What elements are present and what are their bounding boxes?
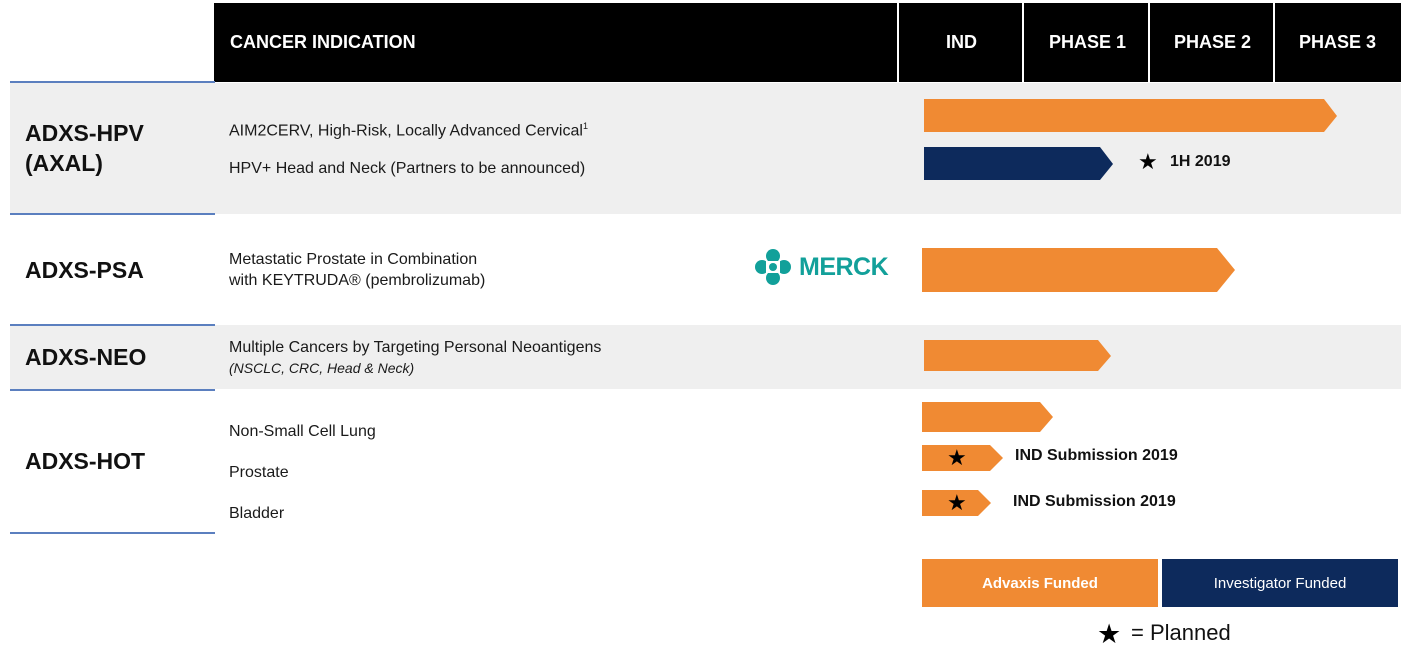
star-icon: ★ [1097,619,1122,649]
header-phase-2: PHASE 2 [1174,32,1252,52]
note-ind-submission-prostate: IND Submission 2019 [1015,447,1178,464]
star-icon: ★ [947,490,967,515]
row-divider [10,324,215,326]
header-divider [897,3,899,82]
indication-bladder: Bladder [229,505,285,522]
header-divider [1148,3,1150,82]
indication-nsclc: Non-Small Cell Lung [229,423,376,440]
note-ind-submission-bladder: IND Submission 2019 [1013,493,1176,510]
note-1h-2019: 1H 2019 [1170,153,1231,170]
row-divider [10,81,215,83]
row-band-neo [10,325,1401,389]
indication-head-neck: HPV+ Head and Neck (Partners to be announced) [229,160,586,177]
program-name-neo: ADXS-NEO [25,344,147,370]
progress-arrow-head-neck [924,147,1114,181]
program-name-psa: ADXS-PSA [25,257,144,283]
merck-logo-text: MERCK [799,253,889,281]
program-name-hot: ADXS-HOT [25,448,146,474]
progress-arrow-neoantigens [924,340,1112,372]
indication-prostate-keytruda: Metastatic Prostate in Combination with KEYTRUDA® (pembrolizumab) [229,251,486,289]
row-divider [10,389,215,391]
progress-arrow-prostate-keytruda [922,248,1236,293]
legend-investigator-funded: Investigator Funded [1162,559,1398,607]
star-icon: ★ [1138,149,1158,174]
indication-neoantigens: Multiple Cancers by Targeting Personal Neoantigens [229,339,602,356]
header-divider [1273,3,1275,82]
indication-prostate: Prostate [229,464,289,481]
legend-advaxis-funded: Advaxis Funded [922,559,1158,607]
header-divider [1022,3,1024,82]
header-phase-ind: IND [946,32,977,52]
indication-cervical: AIM2CERV, High-Risk, Locally Advanced Cervical$^1$ [229,121,588,140]
indication-neoantigens-subtext: (NSCLC, CRC, Head & Neck) [229,360,415,376]
progress-arrow-cervical [924,99,1338,133]
merck-logo-icon [754,248,792,286]
row-divider [10,532,215,534]
star-icon: ★ [947,445,967,470]
header-phase-3: PHASE 3 [1299,32,1377,52]
legend-planned-label: = Planned [1131,620,1231,645]
row-divider [10,213,215,215]
progress-arrow-nsclc [922,402,1054,433]
header-phase-1: PHASE 1 [1049,32,1127,52]
header-cancer-indication: CANCER INDICATION [230,32,416,52]
program-name-hpv: ADXS-HPV (AXAL) [25,120,144,176]
